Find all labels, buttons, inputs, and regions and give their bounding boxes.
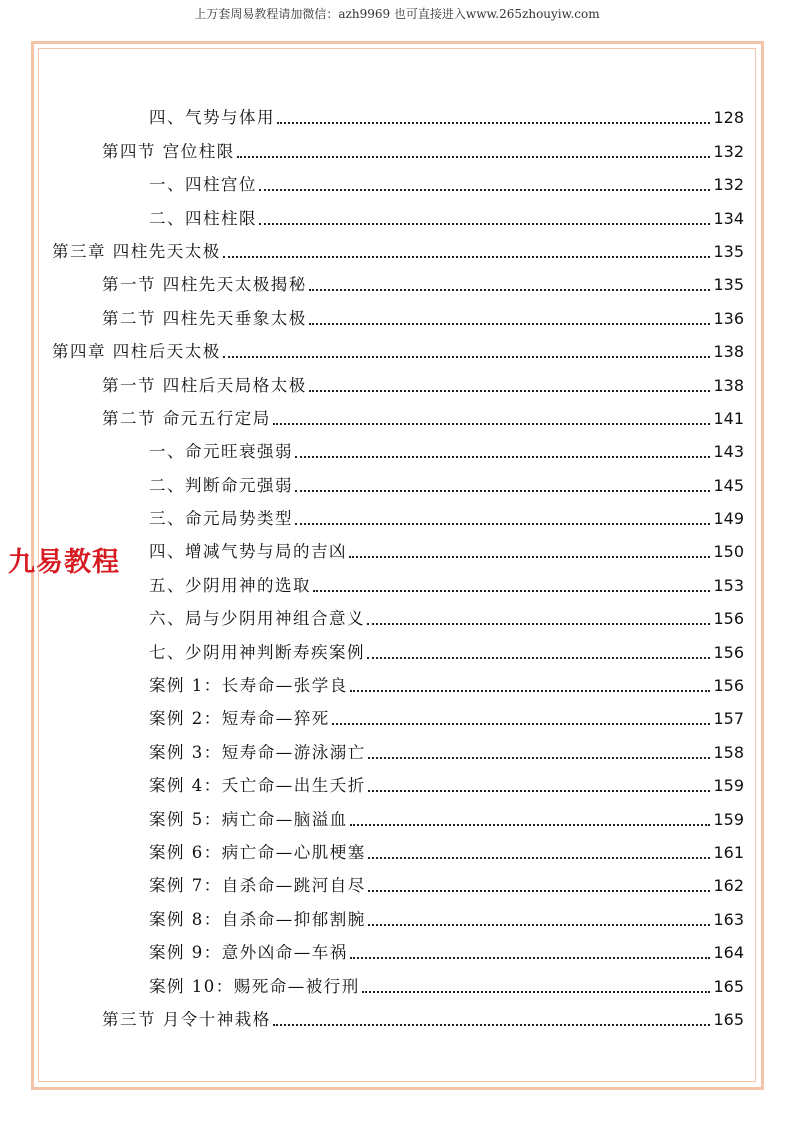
toc-dot-leader bbox=[259, 223, 710, 225]
toc-page-number: 156 bbox=[713, 642, 744, 662]
toc-dot-leader bbox=[223, 256, 711, 258]
toc-entry bbox=[52, 496, 744, 529]
toc-entry-title: 第二节 命元五行定局 bbox=[102, 408, 271, 428]
toc-entry-title: 案例 4：夭亡命—出生夭折 bbox=[149, 776, 366, 796]
toc-entry-title: 七、少阴用神判断寿疾案例 bbox=[149, 642, 365, 662]
toc-dot-leader bbox=[273, 1024, 711, 1026]
toc-entry-title: 案例 10：赐死命—被行刑 bbox=[149, 976, 360, 996]
toc-dot-leader bbox=[350, 690, 711, 692]
toc-entry-title: 第二节 四柱先天垂象太极 bbox=[102, 308, 307, 328]
toc-entry-title: 四、气势与体用 bbox=[149, 108, 275, 128]
toc-entry bbox=[52, 863, 744, 896]
toc-dot-leader bbox=[367, 657, 710, 659]
toc-entry bbox=[52, 963, 744, 996]
watermark-logo: 九易教程 bbox=[8, 547, 120, 578]
toc-dot-leader bbox=[295, 490, 710, 492]
toc-entry bbox=[52, 830, 744, 863]
toc-page-number: 145 bbox=[713, 475, 744, 495]
toc-page-number: 135 bbox=[713, 275, 744, 295]
toc-dot-leader bbox=[277, 122, 710, 124]
toc-entry bbox=[52, 262, 744, 295]
toc-dot-leader bbox=[313, 590, 710, 592]
toc-entry-title: 案例 5：病亡命—脑溢血 bbox=[149, 809, 348, 829]
toc-dot-leader bbox=[368, 757, 711, 759]
toc-entry bbox=[52, 429, 744, 462]
table-of-contents bbox=[52, 95, 744, 1030]
toc-entry bbox=[52, 195, 744, 228]
toc-entry-title: 第三章 四柱先天太极 bbox=[52, 241, 221, 261]
toc-page-number: 135 bbox=[713, 241, 744, 261]
toc-entry bbox=[52, 529, 744, 562]
toc-entry bbox=[52, 763, 744, 796]
toc-dot-leader bbox=[368, 890, 711, 892]
toc-entry bbox=[52, 396, 744, 429]
toc-entry bbox=[52, 663, 744, 696]
toc-dot-leader bbox=[309, 289, 711, 291]
toc-dot-leader bbox=[309, 390, 711, 392]
toc-entry bbox=[52, 162, 744, 195]
toc-entry-title: 第四节 宫位柱限 bbox=[102, 141, 235, 161]
toc-dot-leader bbox=[368, 790, 711, 792]
toc-dot-leader bbox=[367, 623, 710, 625]
toc-entry bbox=[52, 629, 744, 662]
toc-page-number: 165 bbox=[713, 1009, 744, 1029]
toc-entry-title: 二、四柱柱限 bbox=[149, 208, 257, 228]
toc-entry bbox=[52, 997, 744, 1030]
toc-entry bbox=[52, 696, 744, 729]
toc-page-number: 161 bbox=[713, 842, 744, 862]
toc-entry-title: 四、增减气势与局的吉凶 bbox=[149, 542, 347, 562]
toc-page-number: 138 bbox=[713, 342, 744, 362]
toc-dot-leader bbox=[309, 323, 711, 325]
toc-page-number: 158 bbox=[713, 742, 744, 762]
toc-entry-title: 第三节 月令十神栽格 bbox=[102, 1009, 271, 1029]
toc-entry bbox=[52, 562, 744, 595]
toc-dot-leader bbox=[362, 991, 711, 993]
toc-page-number: 159 bbox=[713, 776, 744, 796]
toc-entry-title: 案例 7：自杀命—跳河自尽 bbox=[149, 876, 366, 896]
toc-page-number: 132 bbox=[713, 141, 744, 161]
toc-entry bbox=[52, 95, 744, 128]
toc-page-number: 143 bbox=[713, 442, 744, 462]
toc-page-number: 136 bbox=[713, 308, 744, 328]
toc-page-number: 153 bbox=[713, 575, 744, 595]
toc-entry-title: 第一节 四柱后天局格太极 bbox=[102, 375, 307, 395]
toc-page-number: 128 bbox=[713, 108, 744, 128]
toc-entry bbox=[52, 729, 744, 762]
toc-entry bbox=[52, 930, 744, 963]
toc-page-number: 132 bbox=[713, 175, 744, 195]
toc-dot-leader bbox=[295, 456, 710, 458]
toc-entry-title: 二、判断命元强弱 bbox=[149, 475, 293, 495]
toc-entry-title: 案例 3：短寿命—游泳溺亡 bbox=[149, 742, 366, 762]
toc-entry-title: 三、命元局势类型 bbox=[149, 509, 293, 529]
toc-page-number: 157 bbox=[713, 709, 744, 729]
toc-page-number: 159 bbox=[713, 809, 744, 829]
toc-entry bbox=[52, 462, 744, 495]
toc-entry bbox=[52, 596, 744, 629]
toc-dot-leader bbox=[349, 556, 710, 558]
toc-page-number: 150 bbox=[713, 542, 744, 562]
toc-page-number: 149 bbox=[713, 509, 744, 529]
toc-page-number: 156 bbox=[713, 676, 744, 696]
toc-entry bbox=[52, 295, 744, 328]
toc-entry bbox=[52, 796, 744, 829]
toc-entry-title: 案例 6：病亡命—心肌梗塞 bbox=[149, 842, 366, 862]
toc-page-number: 156 bbox=[713, 609, 744, 629]
toc-entry-title: 六、局与少阴用神组合意义 bbox=[149, 609, 365, 629]
toc-page-number: 164 bbox=[713, 943, 744, 963]
toc-page-number: 134 bbox=[713, 208, 744, 228]
toc-page-number: 165 bbox=[713, 976, 744, 996]
toc-dot-leader bbox=[295, 523, 710, 525]
toc-entry-title: 案例 1：长寿命—张学良 bbox=[149, 676, 348, 696]
toc-dot-leader bbox=[332, 723, 711, 725]
toc-dot-leader bbox=[259, 189, 710, 191]
toc-page-number: 162 bbox=[713, 876, 744, 896]
top-banner: 上万套周易教程请加微信：azh9969 也可直接进入www.265zhouyiw.com bbox=[194, 7, 600, 21]
toc-entry-title: 第四章 四柱后天太极 bbox=[52, 342, 221, 362]
toc-entry-title: 一、四柱宫位 bbox=[149, 175, 257, 195]
toc-dot-leader bbox=[237, 156, 711, 158]
toc-entry-title: 五、少阴用神的选取 bbox=[149, 575, 311, 595]
toc-dot-leader bbox=[273, 423, 711, 425]
toc-entry bbox=[52, 229, 744, 262]
toc-page-number: 163 bbox=[713, 909, 744, 929]
toc-entry-title: 一、命元旺衰强弱 bbox=[149, 442, 293, 462]
toc-dot-leader bbox=[350, 957, 711, 959]
toc-page-number: 138 bbox=[713, 375, 744, 395]
toc-entry-title: 案例 8：自杀命—抑郁割腕 bbox=[149, 909, 366, 929]
toc-entry bbox=[52, 329, 744, 362]
toc-page-number: 141 bbox=[713, 408, 744, 428]
toc-entry-title: 第一节 四柱先天太极揭秘 bbox=[102, 275, 307, 295]
toc-dot-leader bbox=[350, 824, 711, 826]
toc-entry bbox=[52, 362, 744, 395]
toc-dot-leader bbox=[368, 857, 711, 859]
toc-dot-leader bbox=[223, 356, 711, 358]
toc-entry bbox=[52, 128, 744, 161]
toc-dot-leader bbox=[368, 924, 711, 926]
toc-entry-title: 案例 2：短寿命—猝死 bbox=[149, 709, 330, 729]
toc-entry bbox=[52, 896, 744, 929]
toc-entry-title: 案例 9：意外凶命—车祸 bbox=[149, 943, 348, 963]
